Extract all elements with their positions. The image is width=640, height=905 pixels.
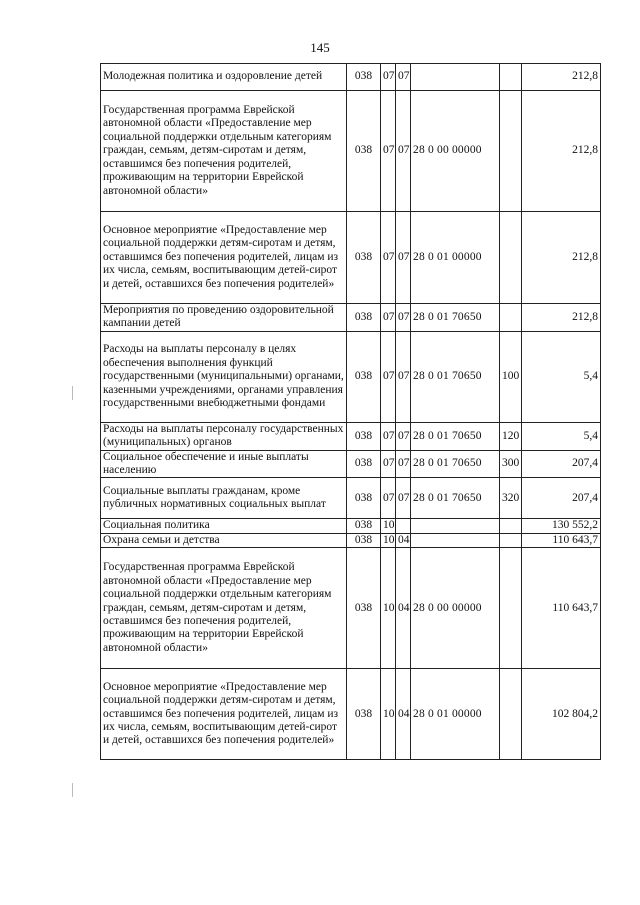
row-ved: 038	[347, 533, 381, 547]
row-amount: 5,4	[522, 422, 601, 450]
row-amount: 207,4	[522, 478, 601, 519]
table-row	[101, 548, 601, 669]
table-row	[101, 450, 601, 478]
row-pr: 07	[396, 450, 411, 478]
row-vr	[500, 64, 522, 91]
row-name: Государственная программа Еврейской автономной области «Предоставление мер социальной поддержки отдельным категориям граждан, семьям, детям-сиротам и детям, оставшимся без попечения родителей, проживающим на территории Еврейской автономной области»	[101, 91, 347, 212]
row-rz: 10	[381, 533, 396, 547]
row-name: Государственная программа Еврейской автономной области «Предоставление мер социальной поддержки отдельным категориям граждан, семьям, детям-сиротам и детям, оставшимся без попечения родителей, проживающим на территории Еврейской автономной области»	[101, 548, 347, 669]
row-csr	[411, 533, 500, 547]
row-pr: 07	[396, 331, 411, 422]
table-row	[101, 304, 601, 332]
table-row	[101, 519, 601, 533]
table-row	[101, 669, 601, 760]
row-name: Мероприятия по проведению оздоровительной кампании детей	[101, 304, 347, 332]
row-rz: 07	[381, 64, 396, 91]
row-ved: 038	[347, 422, 381, 450]
row-rz: 10	[381, 669, 396, 760]
row-csr: 28 0 00 00000	[411, 91, 500, 212]
row-vr: 100	[500, 331, 522, 422]
row-vr	[500, 548, 522, 669]
row-amount: 212,8	[522, 304, 601, 332]
row-pr: 04	[396, 548, 411, 669]
table-row	[101, 91, 601, 212]
row-ved: 038	[347, 548, 381, 669]
row-name: Основное мероприятие «Предоставление мер социальной поддержки детям-сиротам и детям, оставшимся без попечения родителей, лицам из их числа, семьям, воспитывающим детей-сирот и детей, оставшихся без попечения родителей»	[101, 669, 347, 760]
row-name: Социальные выплаты гражданам, кроме публичных нормативных социальных выплат	[101, 478, 347, 519]
row-pr: 07	[396, 478, 411, 519]
row-csr: 28 0 00 00000	[411, 548, 500, 669]
row-csr: 28 0 01 70650	[411, 422, 500, 450]
row-ved: 038	[347, 91, 381, 212]
row-amount: 207,4	[522, 450, 601, 478]
row-vr: 120	[500, 422, 522, 450]
row-amount: 110 643,7	[522, 548, 601, 669]
row-amount: 212,8	[522, 212, 601, 304]
table-row	[101, 331, 601, 422]
table-row	[101, 478, 601, 519]
row-csr	[411, 64, 500, 91]
row-name: Социальное обеспечение и иные выплаты населению	[101, 450, 347, 478]
row-amount: 5,4	[522, 331, 601, 422]
row-name: Молодежная политика и оздоровление детей	[101, 64, 347, 91]
row-pr: 04	[396, 669, 411, 760]
scan-margin-mark	[72, 386, 73, 400]
row-csr	[411, 519, 500, 533]
table-row	[101, 64, 601, 91]
row-rz: 07	[381, 212, 396, 304]
row-amount: 102 804,2	[522, 669, 601, 760]
table-row	[101, 533, 601, 547]
row-name: Социальная политика	[101, 519, 347, 533]
row-csr: 28 0 01 00000	[411, 669, 500, 760]
row-name: Расходы на выплаты персоналу в целях обеспечения выполнения функций государственными (муниципальными) органами, казенными учреждениями, органами управления государственными внебюджетными фондами	[101, 331, 347, 422]
row-vr	[500, 212, 522, 304]
budget-table	[100, 63, 601, 760]
table-row	[101, 422, 601, 450]
row-pr	[396, 519, 411, 533]
row-vr: 300	[500, 450, 522, 478]
row-name: Основное мероприятие «Предоставление мер социальной поддержки детям-сиротам и детям, оставшимся без попечения родителей, лицам из их числа, семьям, воспитывающим детей-сирот и детей, оставшихся без попечения родителей»	[101, 212, 347, 304]
row-amount: 212,8	[522, 91, 601, 212]
table-row	[101, 212, 601, 304]
row-csr: 28 0 01 00000	[411, 212, 500, 304]
row-amount: 130 552,2	[522, 519, 601, 533]
row-ved: 038	[347, 519, 381, 533]
row-ved: 038	[347, 450, 381, 478]
row-rz: 07	[381, 450, 396, 478]
row-vr	[500, 533, 522, 547]
row-pr: 07	[396, 64, 411, 91]
row-ved: 038	[347, 64, 381, 91]
row-ved: 038	[347, 478, 381, 519]
row-csr: 28 0 01 70650	[411, 304, 500, 332]
row-csr: 28 0 01 70650	[411, 331, 500, 422]
scan-margin-mark	[72, 783, 73, 797]
row-pr: 07	[396, 212, 411, 304]
row-rz: 10	[381, 519, 396, 533]
row-pr: 07	[396, 91, 411, 212]
row-rz: 07	[381, 478, 396, 519]
row-vr	[500, 304, 522, 332]
row-pr: 07	[396, 422, 411, 450]
row-amount: 110 643,7	[522, 533, 601, 547]
row-rz: 07	[381, 422, 396, 450]
row-csr: 28 0 01 70650	[411, 450, 500, 478]
row-vr: 320	[500, 478, 522, 519]
row-rz: 07	[381, 91, 396, 212]
row-vr	[500, 519, 522, 533]
row-ved: 038	[347, 331, 381, 422]
row-name: Охрана семьи и детства	[101, 533, 347, 547]
row-csr: 28 0 01 70650	[411, 478, 500, 519]
row-ved: 038	[347, 669, 381, 760]
row-rz: 07	[381, 331, 396, 422]
row-rz: 07	[381, 304, 396, 332]
row-ved: 038	[347, 212, 381, 304]
row-vr	[500, 669, 522, 760]
page-number: 145	[310, 40, 330, 55]
row-name: Расходы на выплаты персоналу государственных (муниципальных) органов	[101, 422, 347, 450]
row-pr: 04	[396, 533, 411, 547]
row-amount: 212,8	[522, 64, 601, 91]
row-vr	[500, 91, 522, 212]
row-ved: 038	[347, 304, 381, 332]
row-rz: 10	[381, 548, 396, 669]
row-pr: 07	[396, 304, 411, 332]
